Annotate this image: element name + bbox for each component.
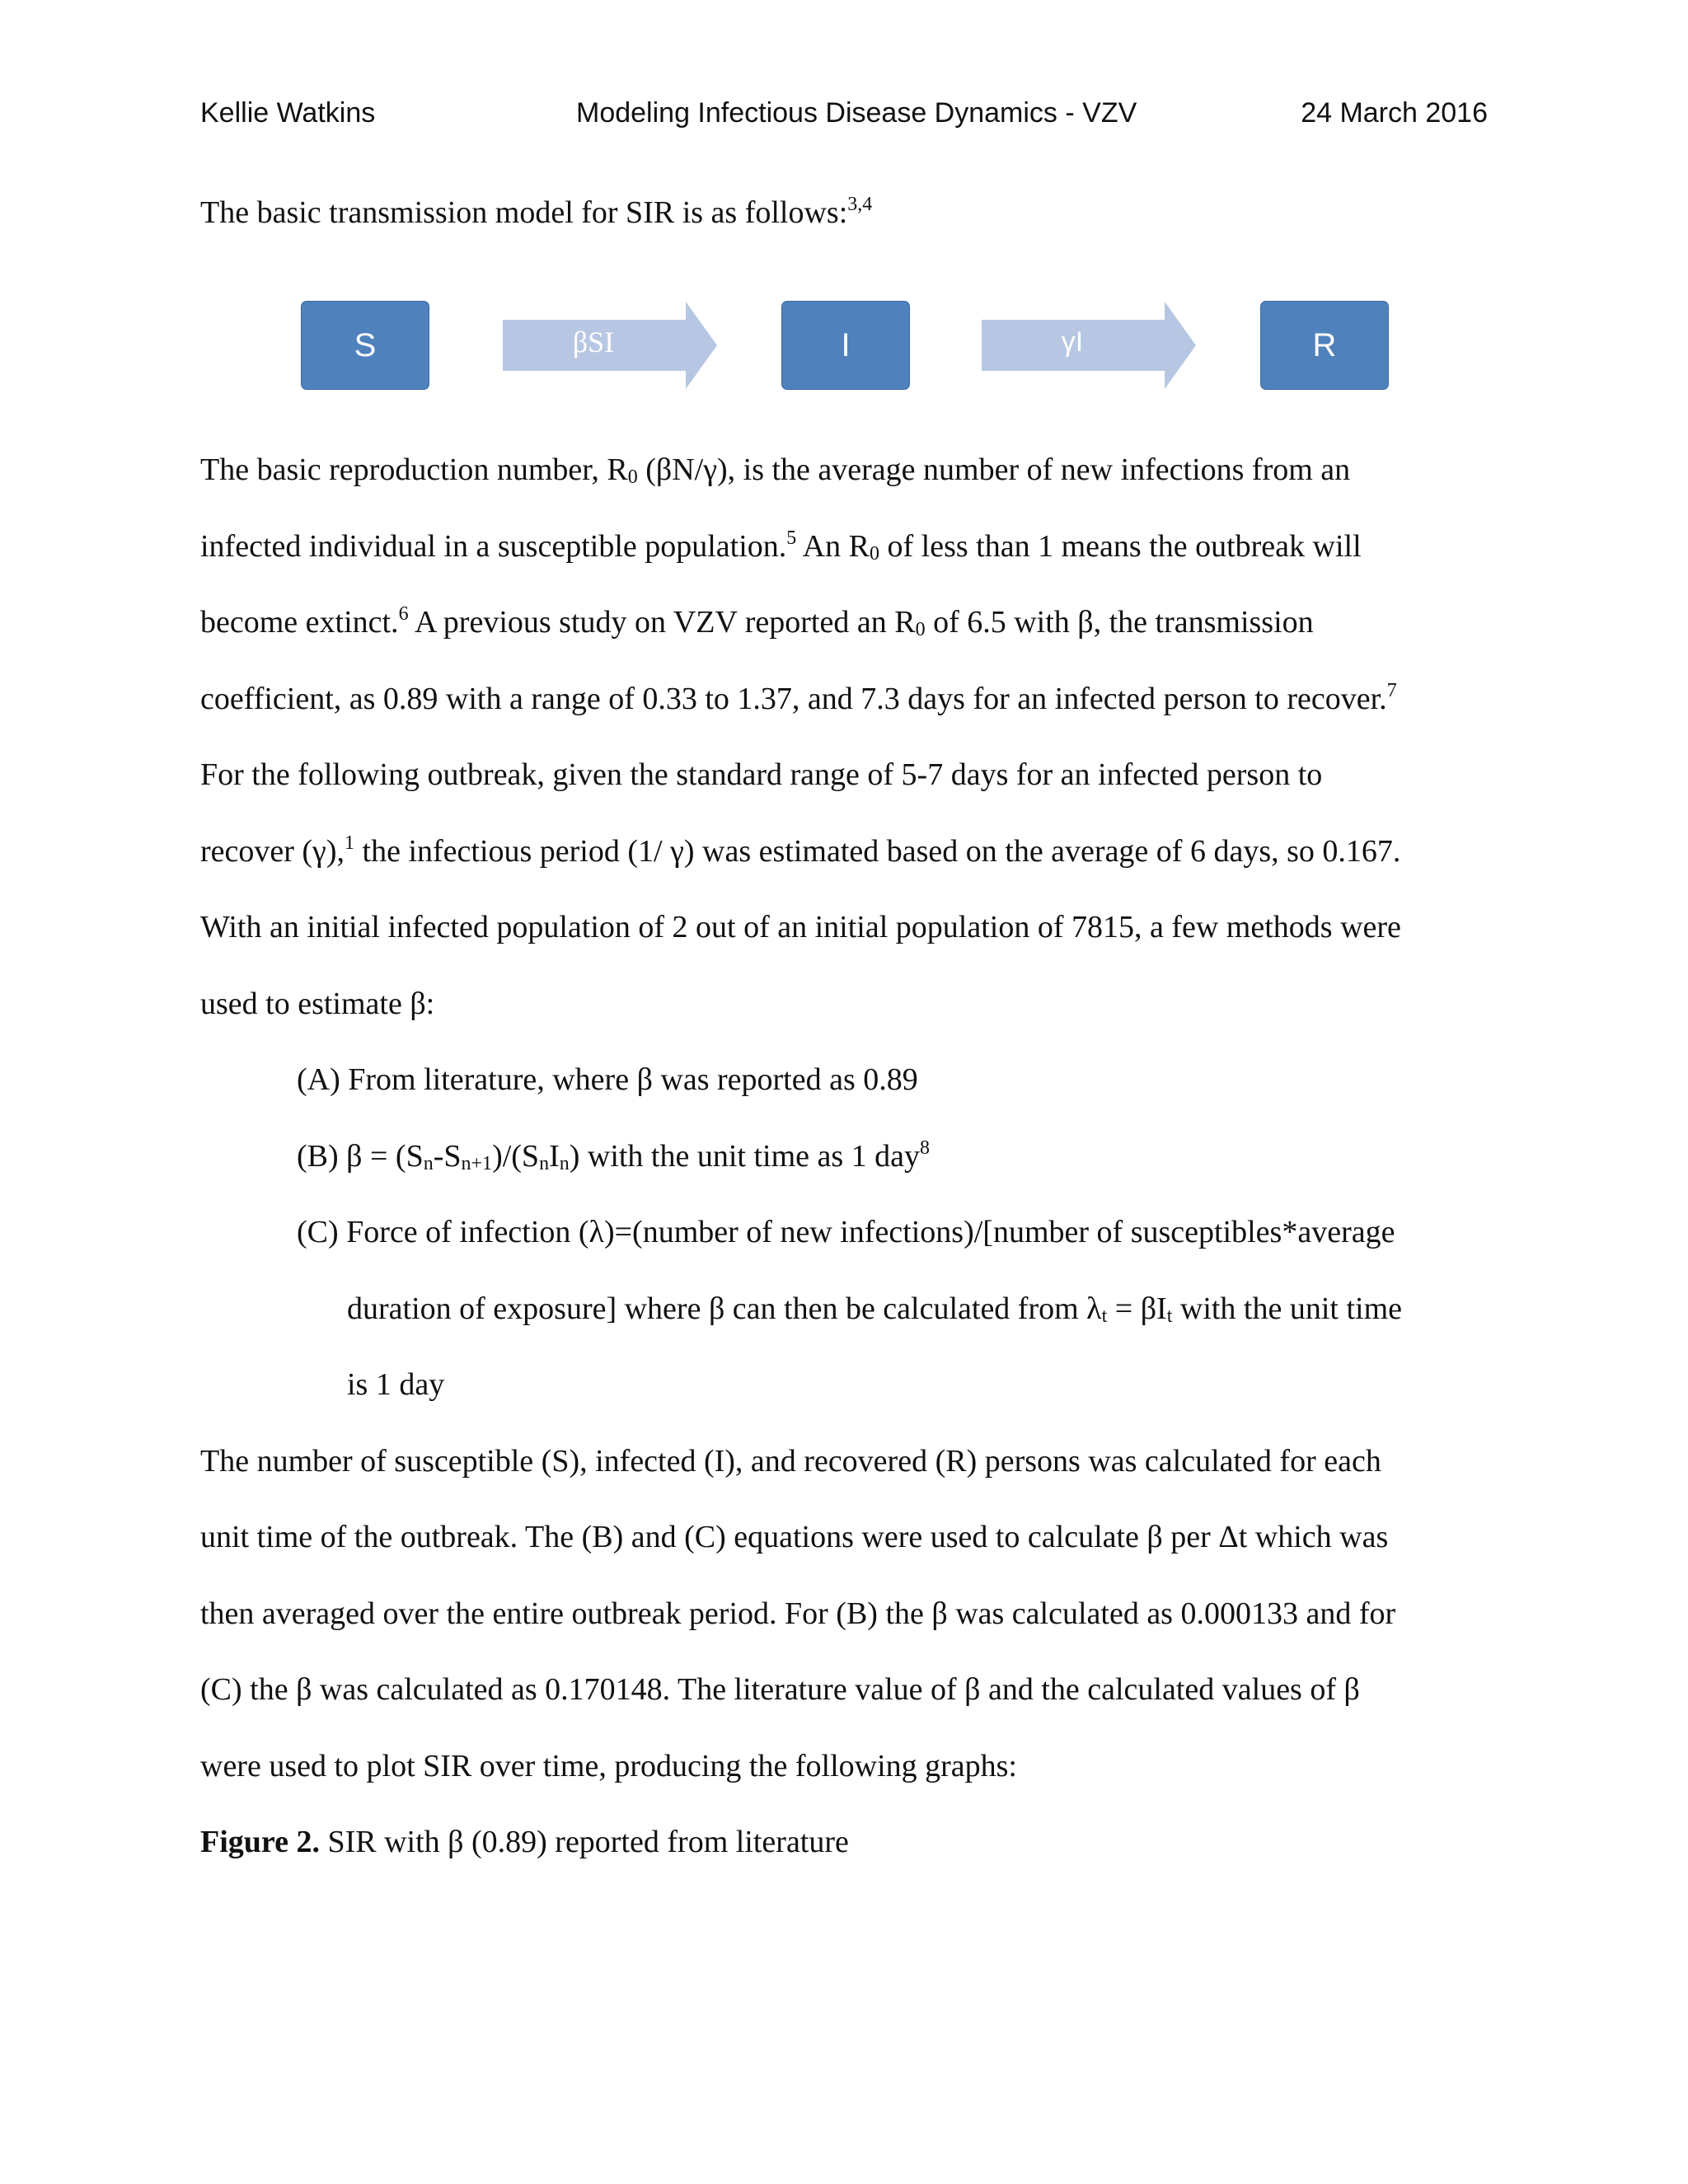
text-run: recover (γ), bbox=[200, 833, 345, 869]
figure-caption bbox=[200, 1819, 1494, 1896]
node-r: R bbox=[1260, 301, 1389, 390]
caption-label: Figure 2. bbox=[200, 1825, 320, 1859]
text-run: with the unit time bbox=[1172, 1291, 1403, 1326]
text-run: duration of exposure] where β can then be calculated from λ bbox=[347, 1291, 1102, 1326]
paragraph-line: With an initial infected population of 2 out of an initial population of 7815, a few methods were bbox=[200, 910, 1401, 944]
subscript: n bbox=[539, 1152, 550, 1174]
paragraph-line bbox=[200, 828, 1494, 905]
text-run: of 6.5 with β, the transmission bbox=[925, 605, 1314, 640]
paragraph-line: (C) the β was calculated as 0.170148. The literature value of β and the calculated values of β bbox=[200, 1672, 1360, 1707]
header-author: Kellie Watkins bbox=[200, 97, 376, 129]
text-run: infected individual in a susceptible population. bbox=[200, 528, 787, 564]
subscript: t bbox=[1101, 1305, 1108, 1327]
edge-s-to-i bbox=[503, 302, 717, 389]
text-run: I bbox=[549, 1138, 560, 1174]
intro-text: The basic transmission model for SIR is as follows: bbox=[200, 195, 848, 230]
paragraph-line bbox=[200, 523, 1494, 600]
node-i: I bbox=[781, 301, 910, 390]
citation: 8 bbox=[920, 1137, 931, 1159]
paragraph-line bbox=[200, 676, 1494, 752]
text-run: -S bbox=[433, 1138, 462, 1174]
text-run: (βN/γ), is the average number of new infections from an bbox=[637, 452, 1351, 487]
text-run: )/(S bbox=[492, 1138, 540, 1174]
text-run: the infectious period (1/ γ) was estimated based on the average of 6 days, so 0.167. bbox=[354, 833, 1401, 869]
paragraph-line bbox=[200, 447, 1494, 523]
subscript: n bbox=[559, 1152, 570, 1174]
subscript: 0 bbox=[627, 466, 638, 488]
method-c: (C) Force of infection (λ)=(number of new infections)/[number of susceptibles*average bbox=[297, 1215, 1395, 1249]
paragraph-line: For the following outbreak, given the standard range of 5-7 days for an infected person to bbox=[200, 757, 1323, 792]
method-b bbox=[200, 1133, 1494, 1210]
text-run: (B) β = (S bbox=[297, 1138, 424, 1174]
subscript: n bbox=[423, 1152, 434, 1174]
citation: 7 bbox=[1386, 679, 1397, 701]
method-a: (A) From literature, where β was reported as 0.89 bbox=[297, 1062, 918, 1097]
citation: 5 bbox=[786, 527, 797, 549]
text-run: coefficient, as 0.89 with a range of 0.33 to 1.37, and 7.3 days for an infected person to recover. bbox=[200, 681, 1387, 716]
node-s: S bbox=[301, 301, 429, 390]
paragraph-line: were used to plot SIR over time, producing the following graphs: bbox=[200, 1748, 1017, 1783]
text-run: ) with the unit time as 1 day bbox=[569, 1138, 921, 1174]
subscript: n+1 bbox=[461, 1152, 493, 1174]
edge-label-gamma-i: γI bbox=[1061, 326, 1084, 358]
text-run: of less than 1 means the outbreak will bbox=[879, 528, 1362, 564]
subscript: 0 bbox=[869, 542, 879, 565]
body-text bbox=[200, 447, 1494, 1896]
paragraph-line bbox=[200, 599, 1494, 676]
page-header bbox=[200, 97, 1488, 138]
method-c-continued bbox=[200, 1286, 1494, 1362]
paragraph-line: The number of susceptible (S), infected (I), and recovered (R) persons was calculated for each bbox=[200, 1443, 1381, 1479]
intro-line bbox=[200, 194, 872, 231]
text-run: A previous study on VZV reported an R bbox=[408, 605, 916, 640]
citation: 6 bbox=[398, 603, 409, 625]
text-run: become extinct. bbox=[200, 605, 399, 640]
edge-label-beta-si: βSI bbox=[572, 326, 615, 359]
paragraph-line: unit time of the outbreak. The (B) and (C) equations were used to calculate β per Δt which was bbox=[200, 1520, 1389, 1554]
paragraph-line: used to estimate β: bbox=[200, 986, 435, 1021]
header-title: Modeling Infectious Disease Dynamics - VZV bbox=[576, 97, 1137, 129]
subscript: 0 bbox=[915, 619, 926, 640]
text-run: The basic reproduction number, R bbox=[200, 452, 628, 487]
text-run: = βI bbox=[1107, 1291, 1167, 1326]
edge-i-to-r bbox=[982, 302, 1196, 389]
intro-citation: 3,4 bbox=[847, 194, 873, 215]
paragraph-line: then averaged over the entire outbreak period. For (B) the β was calculated as 0.000133 and for bbox=[200, 1596, 1396, 1631]
sir-diagram bbox=[301, 301, 1389, 390]
method-c-end: is 1 day bbox=[347, 1367, 445, 1402]
citation: 1 bbox=[345, 832, 355, 854]
subscript: t bbox=[1166, 1305, 1173, 1327]
caption-text: SIR with β (0.89) reported from literature bbox=[319, 1825, 849, 1859]
header-date: 24 March 2016 bbox=[1301, 97, 1488, 129]
text-run: An R bbox=[796, 528, 870, 564]
